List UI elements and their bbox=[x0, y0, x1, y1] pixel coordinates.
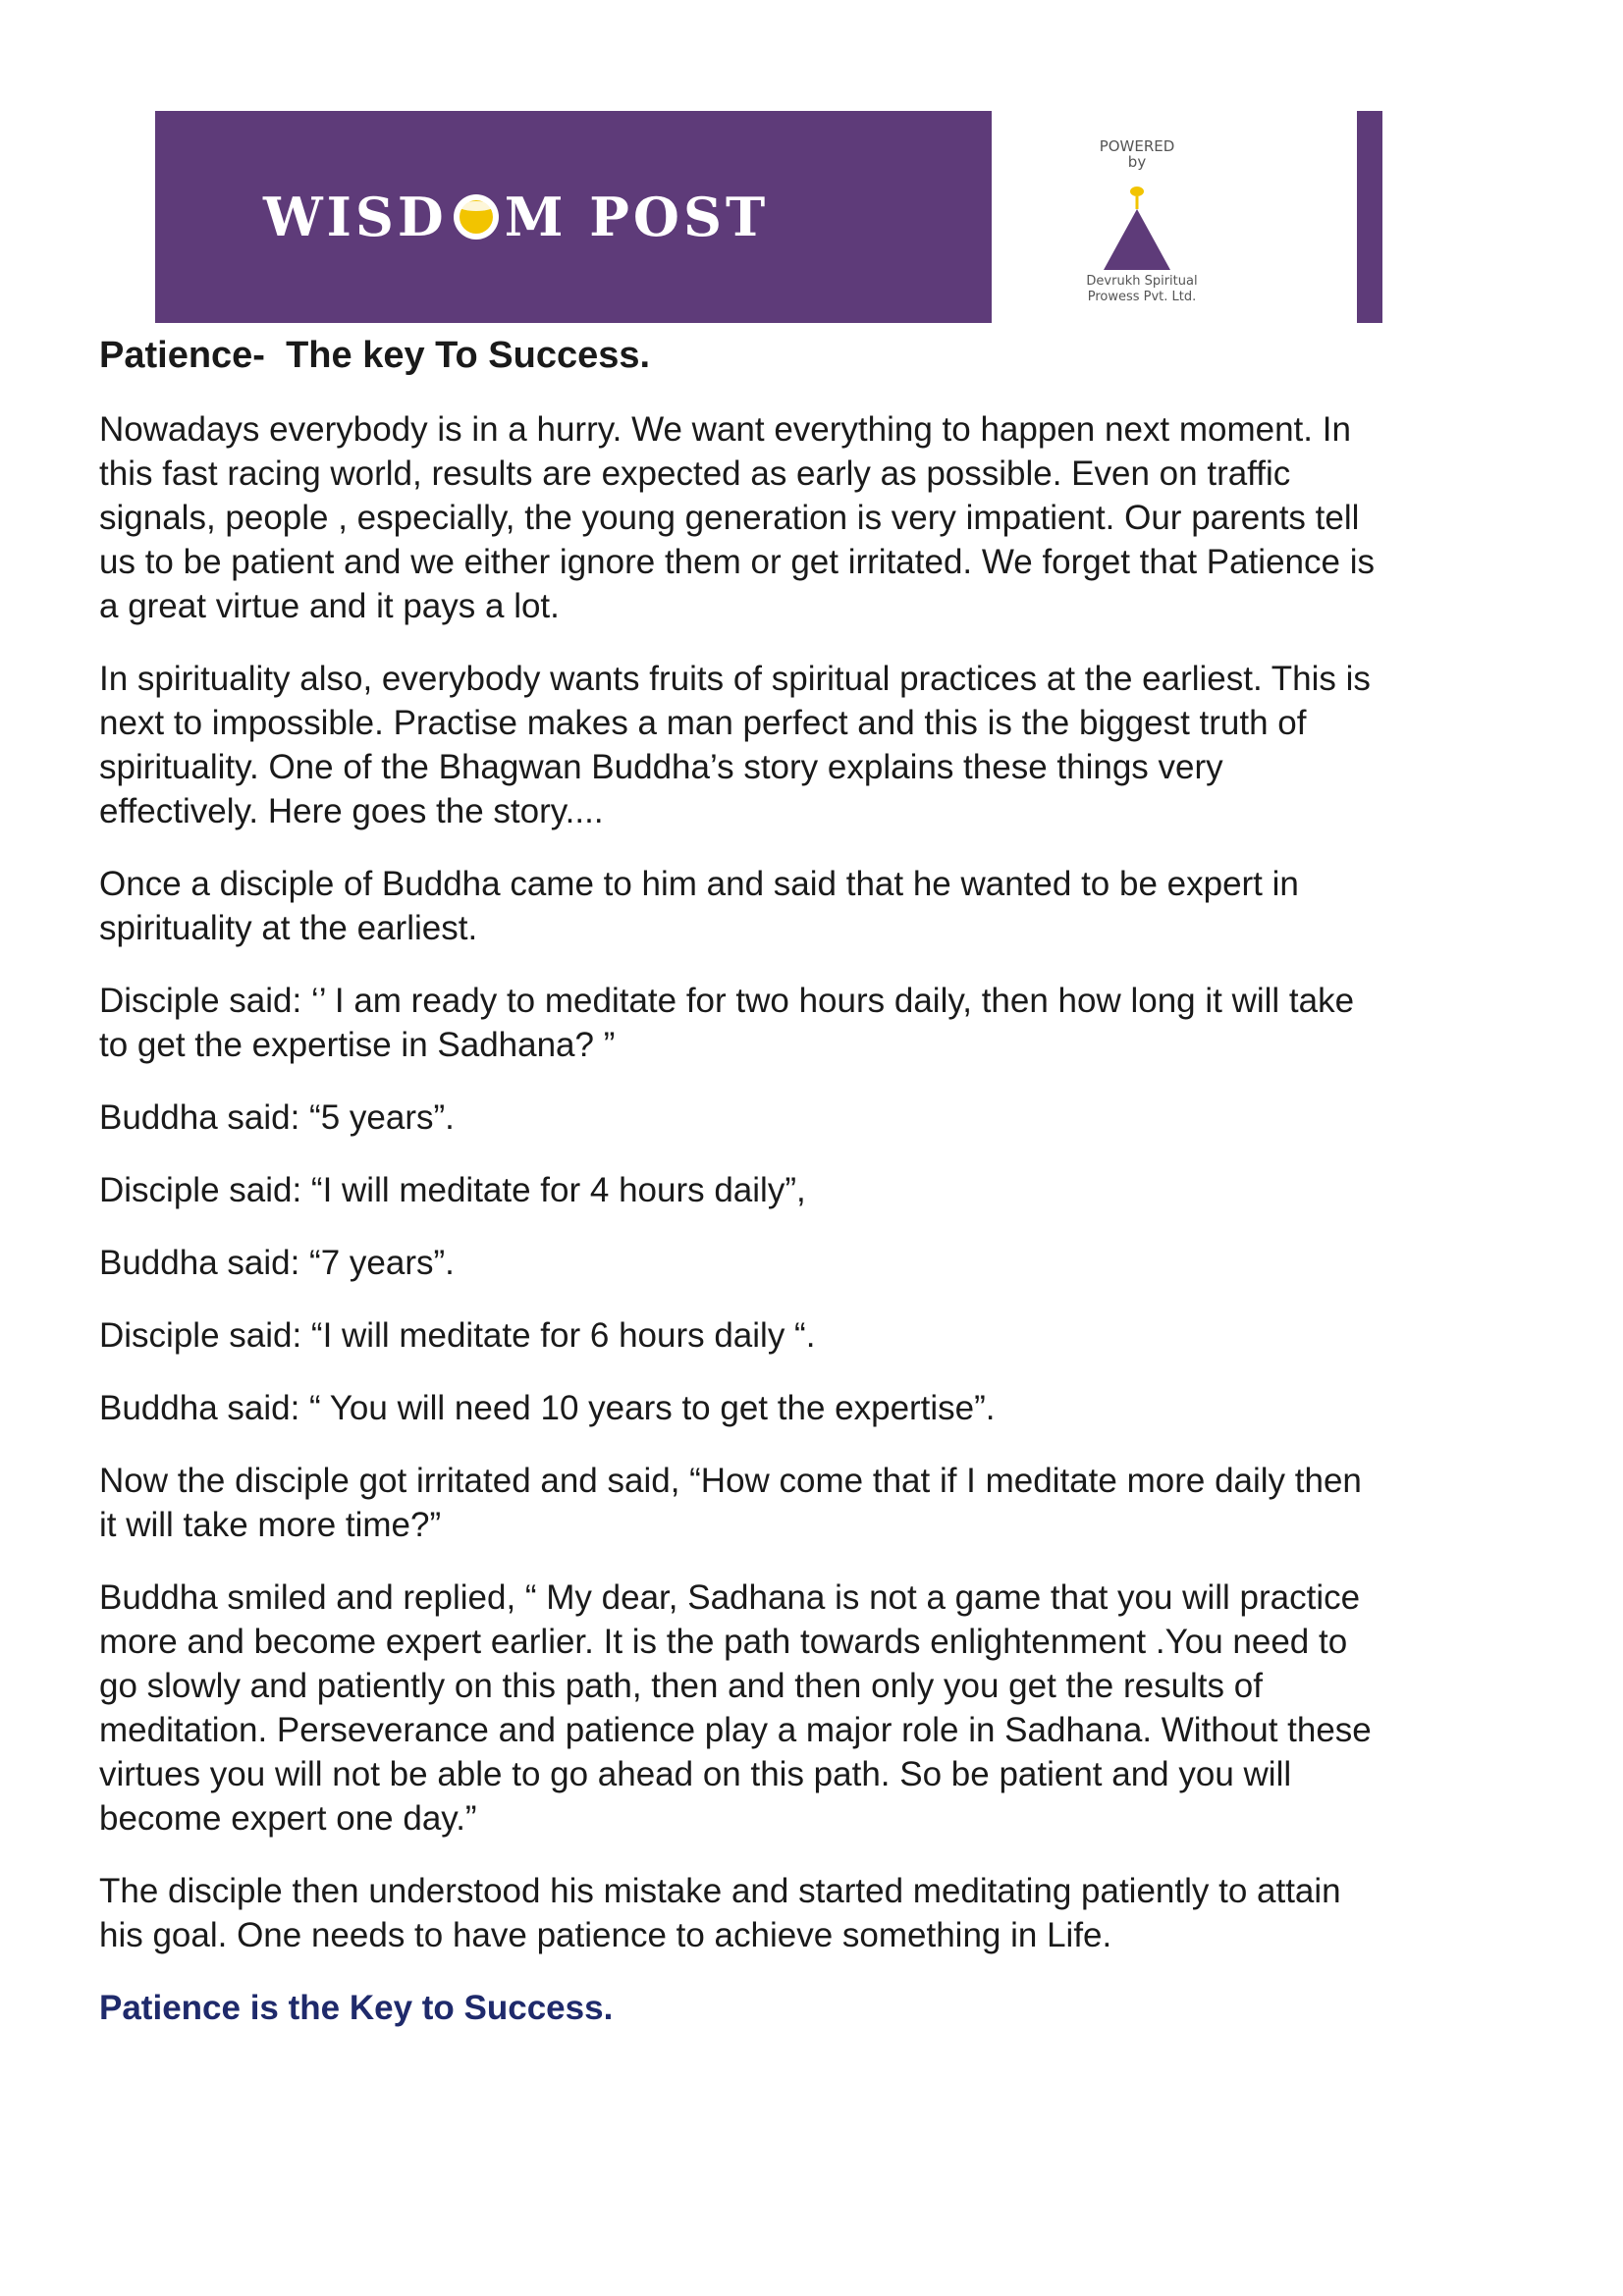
article-paragraph: Disciple said: ‘’ I am ready to meditate for two hours daily, then how long it will take to get the expertise in Sadhana? ” bbox=[99, 982, 1355, 1064]
pyramid-logo-icon bbox=[1100, 182, 1174, 272]
article-paragraph: Once a disciple of Buddha came to him and said that he wanted to be expert in spirituality at the earliest. bbox=[99, 865, 1299, 947]
article-paragraph: Buddha said: “ You will need 10 years to get the expertise”. bbox=[99, 1389, 996, 1427]
company-name: Devrukh Spiritual Prowess Pvt. Ltd. bbox=[1086, 274, 1198, 304]
powered-by-label: POWERED by bbox=[1099, 137, 1175, 171]
article-paragraph: In spirituality also, everybody wants fruits of spiritual practices at the earliest. This is next to impossible. Practise makes a man perfect and this is the biggest truth of spirituality. One of the Bhagwan Buddha’s story explains these things very effectively. Here goes the story.... bbox=[99, 660, 1371, 830]
article-paragraph: Now the disciple got irritated and said, “How come that if I meditate more daily then it will take more time?” bbox=[99, 1462, 1362, 1544]
header-banner bbox=[155, 111, 1382, 323]
closing-statement: Patience is the Key to Success. bbox=[99, 1989, 614, 2027]
article-paragraph: Buddha said: “5 years”. bbox=[99, 1098, 455, 1137]
banner-side-bar bbox=[1357, 111, 1382, 323]
article-paragraph: Buddha smiled and replied, “ My dear, Sadhana is not a game that you will practice more and become expert earlier. It is the path towards enlightenment .You need to go slowly and patiently on this path, then and then only you get the results of meditation. Perseverance and patience play a major role in Sadhana. Without these virtues you will not be able to go ahead on this path. So be patient and you will become expert one day.” bbox=[99, 1578, 1372, 1838]
article bbox=[99, 324, 1542, 2030]
article-paragraph: Disciple said: “I will meditate for 4 hours daily”, bbox=[99, 1171, 806, 1209]
article-title: Patience- The key To Success. bbox=[99, 335, 651, 376]
article-paragraph: Buddha said: “7 years”. bbox=[99, 1244, 455, 1282]
article-paragraph: Disciple said: “I will meditate for 6 hours daily “. bbox=[99, 1316, 816, 1355]
wisdom-post-panel bbox=[155, 111, 992, 323]
brand-text-left: WISD bbox=[263, 186, 448, 248]
article-paragraph: Nowadays everybody is in a hurry. We want everything to happen next moment. In this fast racing world, results are expected as early as possible. Even on traffic signals, people , especially, the young generation is very impatient. Our parents tell us to be patient and we either ignore them or get irritated. We forget that Patience is a great virtue and it pays a lot. bbox=[99, 410, 1375, 625]
wisdom-post-logo bbox=[263, 187, 872, 246]
brand-text-right: M POST bbox=[504, 186, 770, 248]
sun-icon bbox=[452, 192, 501, 241]
article-paragraph: The disciple then understood his mistake and started meditating patiently to attain his goal. One needs to have patience to achieve something in Life. bbox=[99, 1872, 1341, 1954]
